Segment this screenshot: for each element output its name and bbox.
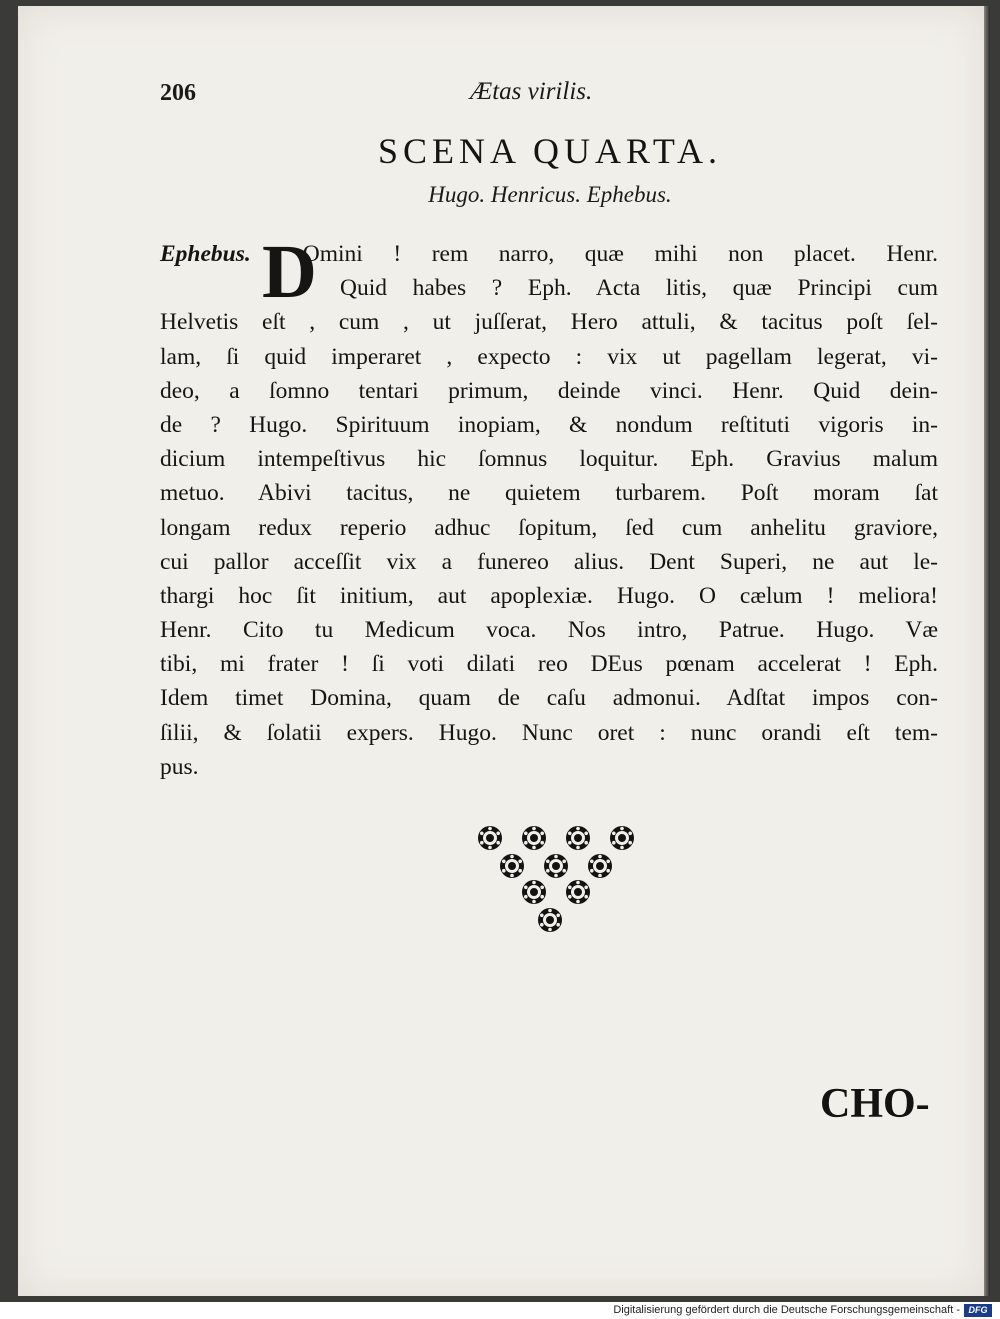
text-line-15: ſilii, & ſolatii expers. Hugo. Nunc oret : nunc orandi eſt tem-	[160, 719, 938, 746]
text-line-9: longam redux reperio adhuc ſopitum, ſed cum anhelitu graviore,	[160, 514, 938, 541]
text-line-11: thargi hoc ſit initium, aut apoplexiæ. Hugo. O cælum ! meliora!	[160, 582, 938, 609]
text-line-8: metuo. Abivi tacitus, ne quietem turbarem. Poſt moram ſat	[160, 480, 938, 507]
drop-cap: D	[262, 230, 317, 314]
digitization-credit: Digitalisierung gefördert durch die Deutsche Forschungsgemeinschaft -	[613, 1304, 960, 1316]
page-number: 206	[160, 80, 196, 106]
text-line-12: Henr. Cito tu Medicum voca. Nos intro, Patrue. Hugo. Væ	[160, 617, 938, 644]
catchword: CHO-	[820, 1081, 930, 1127]
text-line-2: Quid habes ? Eph. Acta litis, quæ Principi cum	[340, 275, 938, 302]
text-line-3: Helvetis eſt , cum , ut juſſerat, Hero attuli, & tacitus poſt ſel-	[160, 309, 938, 336]
dialogue-text	[160, 230, 938, 784]
rosette-triangle-ornament	[470, 820, 650, 940]
text-line-1: Ephebus. Omini ! rem narro, quæ mihi non placet. Henr.	[160, 241, 938, 267]
text-line-14: Idem timet Domina, quam de caſu admonui. Adſtat impos con-	[160, 685, 938, 712]
text-line-10: cui pallor acceſſit vix a funereo alius. Dent Superi, ne aut le-	[160, 548, 938, 575]
text-line-6: de ? Hugo. Spirituum inopiam, & nondum reſtituti vigoris in-	[160, 411, 938, 438]
dfg-logo-icon: DFG	[964, 1304, 992, 1317]
text-line-7: dicium intempeſtivus hic ſomnus loquitur. Eph. Gravius malum	[160, 446, 938, 473]
dramatis-personae: Hugo. Henricus. Ephebus.	[428, 182, 672, 207]
text-line-13: tibi, mi frater ! ſi voti dilati reo DEus pœnam accelerat ! Eph.	[160, 651, 938, 678]
page-edge	[984, 6, 990, 1296]
text-line-4: lam, ſi quid imperaret , expecto : vix ut pagellam legerat, vi-	[160, 343, 938, 370]
speaker-label: Ephebus.	[160, 241, 251, 267]
text-line-16: pus.	[160, 753, 199, 780]
running-title: Ætas virilis.	[470, 78, 593, 105]
running-head	[160, 78, 640, 114]
text-line-5: deo, a ſomno tentari primum, deinde vinci. Henr. Quid dein-	[160, 377, 938, 404]
scene-title: SCENA QUARTA.	[378, 131, 722, 171]
